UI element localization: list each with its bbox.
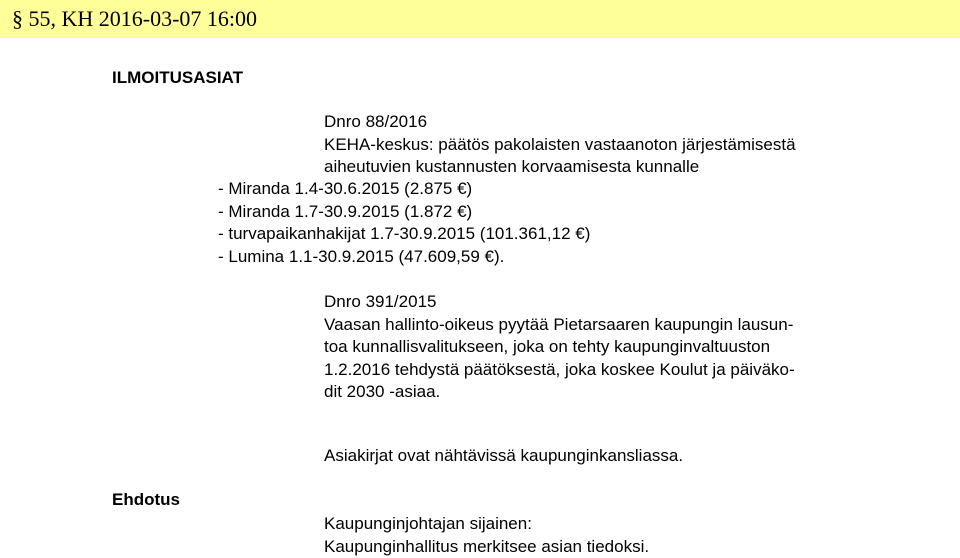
item2-line: dit 2030 -asiaa. bbox=[324, 381, 795, 404]
item-kela-decision bbox=[324, 111, 796, 179]
item2-line: 1.2.2016 tehdystä päätöksestä, joka koskee Koulut ja päiväko- bbox=[324, 359, 795, 382]
bullet-item: - Lumina 1.1-30.9.2015 (47.609,59 €). bbox=[218, 246, 590, 269]
proposal-label: Ehdotus bbox=[112, 489, 180, 511]
bullet-item: - Miranda 1.7-30.9.2015 (1.872 €) bbox=[218, 201, 590, 224]
bullet-item: - Miranda 1.4-30.6.2015 (2.875 €) bbox=[218, 178, 590, 201]
section-header: § 55, KH 2016-03-07 16:00 bbox=[12, 6, 257, 32]
item1-line: aiheutuvien kustannusten korvaamisesta kunnalle bbox=[324, 156, 796, 179]
item2-dnro: Dnro 391/2015 bbox=[324, 291, 795, 314]
documents-note bbox=[324, 445, 683, 468]
item1-bullet-list bbox=[218, 178, 590, 268]
bullet-item: - turvapaikanhakijat 1.7-30.9.2015 (101.361,12 €) bbox=[218, 223, 590, 246]
item1-dnro: Dnro 88/2016 bbox=[324, 111, 796, 134]
proposal-line: Kaupunginjohtajan sijainen: bbox=[324, 513, 649, 536]
section-title: ILMOITUSASIAT bbox=[112, 67, 243, 89]
proposal-line: Kaupunginhallitus merkitsee asian tiedoksi. bbox=[324, 536, 649, 558]
item2-line: toa kunnallisvalitukseen, joka on tehty kaupunginvaltuuston bbox=[324, 336, 795, 359]
item-court-request bbox=[324, 291, 795, 404]
item2-line: Vaasan hallinto-oikeus pyytää Pietarsaaren kaupungin lausun- bbox=[324, 314, 795, 337]
item1-line: KEHA-keskus: päätös pakolaisten vastaanoton järjestämisestä bbox=[324, 134, 796, 157]
proposal-text bbox=[324, 513, 649, 558]
note-text: Asiakirjat ovat nähtävissä kaupunginkansliassa. bbox=[324, 445, 683, 468]
header-bar bbox=[0, 0, 960, 38]
